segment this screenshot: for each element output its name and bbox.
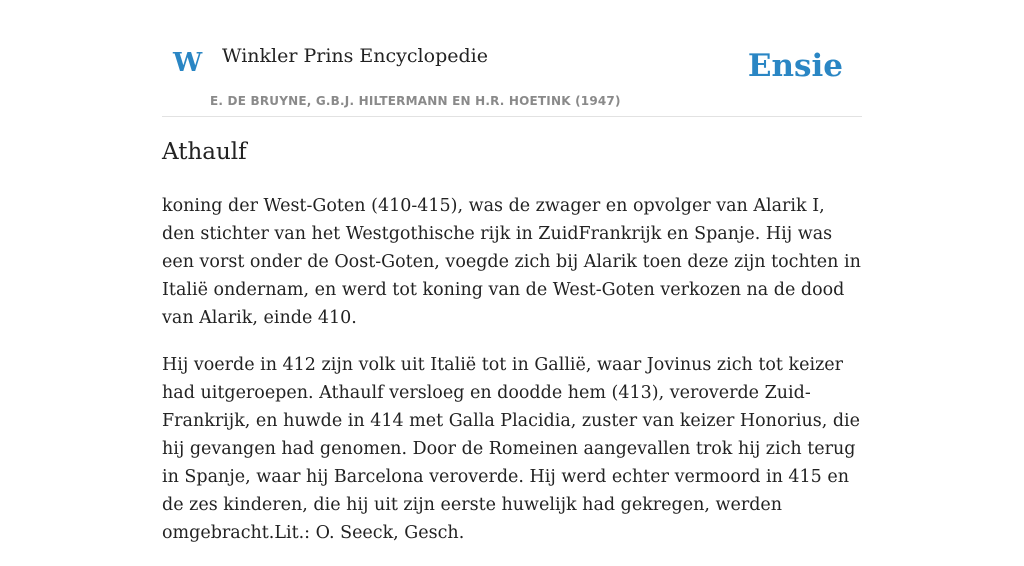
encyclopedia-header [162, 0, 862, 117]
book-authors: E. DE BRUYNE, G.B.J. HILTERMANN EN H.R. HOETINK (1947) [210, 94, 621, 108]
article-paragraph: Hij voerde in 412 zijn volk uit Italië tot in Gallië, waar Jovinus zich tot keizer had uitgeroepen. Athaulf versloeg en doodde hem (413), veroverde Zuid-Frankrijk, en huwde in 414 met Galla Placidia, zuster van keizer Honorius, die hij gevangen had genomen. Door de Romeinen aangevallen trok hij zich terug in Spanje, waar hij Barcelona veroverde. Hij werd echter vermoord in 415 en de zes kinderen, die hij uit zijn eerste huwelijk had gekregen, werden omgebracht.Lit.: O. Seeck, Gesch. [162, 355, 860, 543]
article-title: Athaulf [162, 139, 247, 165]
ensie-logo[interactable]: Ensie [747, 48, 843, 84]
article-body [162, 192, 862, 566]
article-paragraph: koning der West-Goten (410-415), was de zwager en opvolger van Alarik I, den stichter van het Westgothische rijk in ZuidFrankrijk en Spanje. Hij was een vorst onder de Oost-Goten, voegde zich bij Alarik toen deze zijn tochten in Italië ondernam, en werd tot koning van de West-Goten verkozen na de dood van Alarik, einde 410. [162, 196, 861, 328]
book-title[interactable]: Winkler Prins Encyclopedie [222, 45, 488, 67]
winkler-prins-logo[interactable]: W [173, 48, 203, 78]
